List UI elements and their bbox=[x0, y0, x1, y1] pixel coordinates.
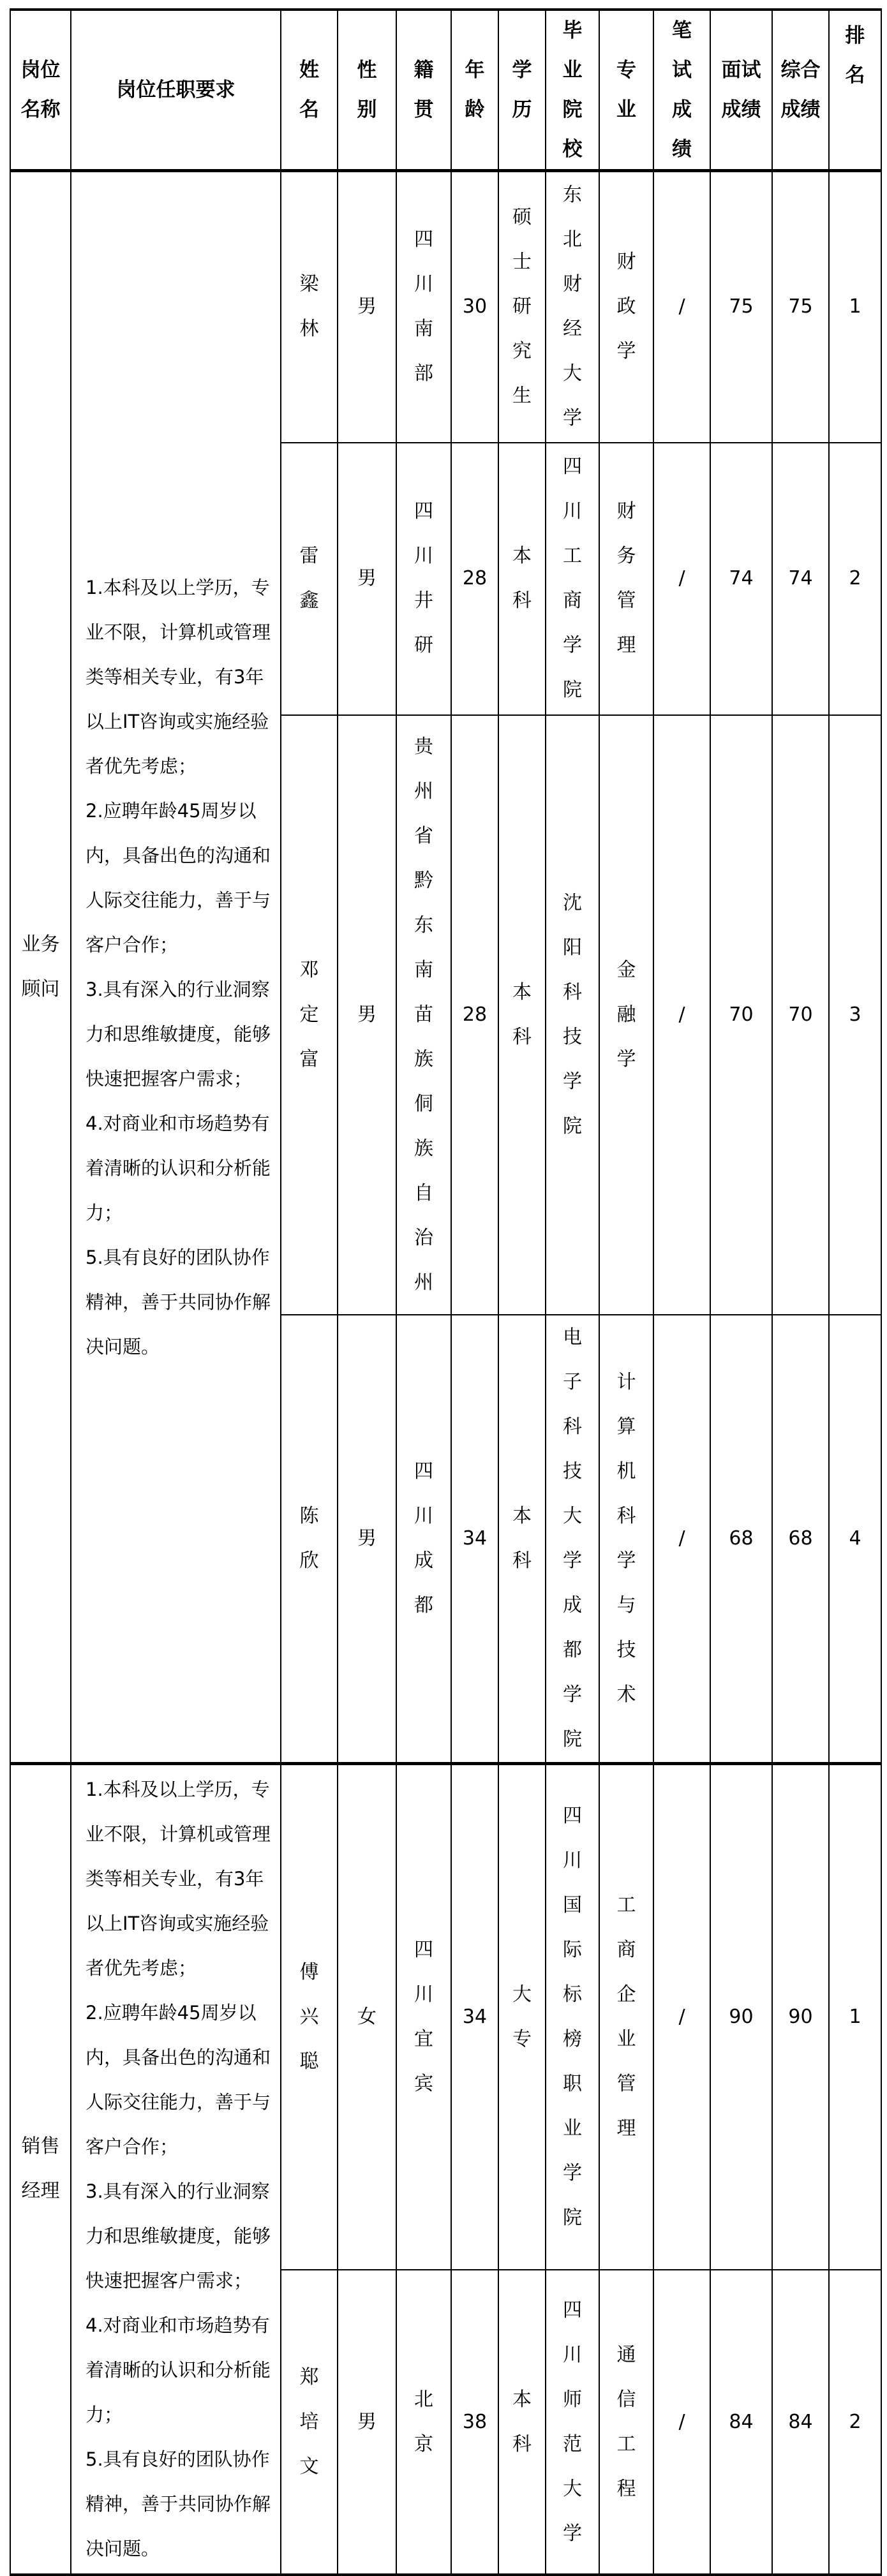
gender-value: 男 bbox=[357, 2410, 376, 2433]
header-age: 年龄 bbox=[451, 10, 498, 171]
header-rank: 排名 bbox=[829, 10, 881, 171]
total-cell bbox=[772, 171, 829, 443]
age-cell bbox=[451, 1315, 498, 1764]
age-value: 28 bbox=[462, 567, 488, 589]
gender-cell bbox=[338, 171, 396, 443]
major-cell bbox=[599, 171, 653, 443]
table-row bbox=[10, 1763, 881, 2270]
total-value: 75 bbox=[788, 295, 813, 318]
hometown-value: 四川宜宾 bbox=[414, 1938, 433, 2095]
name-value: 梁林 bbox=[299, 273, 319, 341]
education-cell bbox=[498, 443, 546, 715]
rank-cell bbox=[829, 1315, 881, 1764]
school-cell bbox=[546, 715, 599, 1315]
requirement-item: 1.本科及以上学历，专业不限，计算机或管理类等相关专业，有3年以上IT咨询或实施经验者优先考虑； bbox=[86, 1779, 271, 1980]
written-value: / bbox=[678, 2005, 685, 2028]
education-cell bbox=[498, 1763, 546, 2270]
total-cell bbox=[772, 1315, 829, 1764]
requirements-cell bbox=[71, 1763, 281, 2575]
major-value: 金融学 bbox=[616, 958, 636, 1070]
gender-cell bbox=[338, 443, 396, 715]
position-name-cell bbox=[10, 1763, 71, 2575]
school-value: 电子科技大学成都学院 bbox=[563, 1326, 582, 1751]
education-value: 本科 bbox=[512, 981, 532, 1048]
written-value: / bbox=[678, 1527, 685, 1550]
name-cell bbox=[281, 1315, 338, 1764]
position-name: 销售经理 bbox=[21, 2135, 60, 2203]
written-value: / bbox=[678, 295, 685, 318]
header-interview: 面试成绩 bbox=[710, 10, 772, 171]
age-value: 34 bbox=[462, 2005, 488, 2028]
name-cell bbox=[281, 443, 338, 715]
requirement-item: 4.对商业和市场趋势有着清晰的认识和分析能力； bbox=[86, 1112, 271, 1224]
requirement-item: 1.本科及以上学历，专业不限，计算机或管理类等相关专业，有3年以上IT咨询或实施经验者优先考虑； bbox=[86, 576, 271, 777]
school-cell bbox=[546, 443, 599, 715]
school-value: 四川工商学院 bbox=[563, 455, 582, 701]
school-cell bbox=[546, 1315, 599, 1764]
interview-cell bbox=[710, 1763, 772, 2270]
total-value: 90 bbox=[788, 2005, 813, 2028]
education-cell bbox=[498, 2270, 546, 2575]
requirement-item: 3.具有深入的行业洞察力和思维敏捷度，能够快速把握客户需求； bbox=[86, 978, 271, 1090]
rank-value: 2 bbox=[849, 2410, 861, 2433]
written-cell bbox=[653, 715, 710, 1315]
requirement-item: 4.对商业和市场趋势有着清晰的认识和分析能力； bbox=[86, 2314, 271, 2426]
school-cell bbox=[546, 2270, 599, 2575]
interview-cell bbox=[710, 715, 772, 1315]
interview-value: 90 bbox=[729, 2005, 754, 2028]
written-value: / bbox=[678, 2410, 685, 2433]
position-name: 业务顾问 bbox=[21, 933, 60, 1000]
requirement-item: 2.应聘年龄45周岁以内，具备出色的沟通和人际交往能力，善于与客户合作； bbox=[86, 799, 271, 956]
total-cell bbox=[772, 443, 829, 715]
written-cell bbox=[653, 171, 710, 443]
gender-cell bbox=[338, 1763, 396, 2270]
name-cell bbox=[281, 171, 338, 443]
name-cell bbox=[281, 2270, 338, 2575]
education-value: 硕士研究生 bbox=[512, 206, 532, 408]
school-value: 四川国际标榜职业学院 bbox=[563, 1804, 582, 2229]
name-value: 陈欣 bbox=[299, 1504, 319, 1572]
header-name: 姓名 bbox=[281, 10, 338, 171]
hometown-cell bbox=[396, 1315, 451, 1764]
gender-value: 男 bbox=[357, 567, 376, 589]
rank-value: 2 bbox=[849, 567, 861, 589]
interview-cell bbox=[710, 171, 772, 443]
written-value: / bbox=[678, 567, 685, 589]
major-cell bbox=[599, 1763, 653, 2270]
age-cell bbox=[451, 171, 498, 443]
name-value: 邓定富 bbox=[299, 958, 319, 1070]
age-value: 34 bbox=[462, 1527, 488, 1550]
major-cell bbox=[599, 715, 653, 1315]
interview-cell bbox=[710, 1315, 772, 1764]
total-value: 84 bbox=[788, 2410, 813, 2433]
name-cell bbox=[281, 715, 338, 1315]
major-cell bbox=[599, 2270, 653, 2575]
written-value: / bbox=[678, 1003, 685, 1026]
total-cell bbox=[772, 2270, 829, 2575]
written-cell bbox=[653, 2270, 710, 2575]
education-cell bbox=[498, 171, 546, 443]
hometown-value: 北京 bbox=[414, 2388, 433, 2455]
header-hometown: 籍贯 bbox=[396, 10, 451, 171]
total-cell bbox=[772, 1763, 829, 2270]
header-education: 学历 bbox=[498, 10, 546, 171]
age-cell bbox=[451, 1763, 498, 2270]
major-cell bbox=[599, 443, 653, 715]
hometown-value: 四川南部 bbox=[414, 228, 433, 385]
position-name-cell bbox=[10, 171, 71, 1764]
gender-cell bbox=[338, 715, 396, 1315]
interview-cell bbox=[710, 443, 772, 715]
gender-cell bbox=[338, 1315, 396, 1764]
gender-value: 女 bbox=[357, 2005, 376, 2028]
total-value: 70 bbox=[788, 1003, 813, 1026]
age-value: 38 bbox=[462, 2410, 488, 2433]
school-cell bbox=[546, 1763, 599, 2270]
rank-value: 4 bbox=[849, 1527, 861, 1550]
age-value: 30 bbox=[462, 295, 488, 318]
table-row bbox=[10, 171, 881, 443]
rank-value: 3 bbox=[849, 1003, 861, 1026]
major-value: 财务管理 bbox=[616, 500, 636, 656]
age-cell bbox=[451, 2270, 498, 2575]
gender-value: 男 bbox=[357, 1003, 376, 1026]
rank-cell bbox=[829, 443, 881, 715]
age-cell bbox=[451, 443, 498, 715]
hometown-cell bbox=[396, 171, 451, 443]
written-cell bbox=[653, 443, 710, 715]
hometown-cell bbox=[396, 715, 451, 1315]
requirement-item: 5.具有良好的团队协作精神，善于共同协作解决问题。 bbox=[86, 1246, 271, 1358]
hometown-cell bbox=[396, 443, 451, 715]
age-value: 28 bbox=[462, 1003, 488, 1026]
requirement-item: 3.具有深入的行业洞察力和思维敏捷度，能够快速把握客户需求； bbox=[86, 2180, 271, 2292]
major-value: 财政学 bbox=[616, 251, 636, 363]
major-value: 通信工程 bbox=[616, 2343, 636, 2500]
education-cell bbox=[498, 1315, 546, 1764]
interview-value: 74 bbox=[729, 567, 754, 589]
hometown-cell bbox=[396, 1763, 451, 2270]
interview-value: 68 bbox=[729, 1527, 754, 1550]
requirements-cell bbox=[71, 171, 281, 1764]
major-value: 工商企业管理 bbox=[616, 1893, 636, 2140]
major-value: 计算机科学与技术 bbox=[616, 1370, 636, 1706]
rank-cell bbox=[829, 2270, 881, 2575]
header-total: 综合成绩 bbox=[772, 10, 829, 171]
school-cell bbox=[546, 171, 599, 443]
hometown-value: 贵州省黔东南苗族侗族自治州 bbox=[414, 735, 433, 1294]
gender-cell bbox=[338, 2270, 396, 2575]
total-value: 74 bbox=[788, 567, 813, 589]
major-cell bbox=[599, 1315, 653, 1764]
name-value: 傅兴聪 bbox=[299, 1960, 319, 2073]
name-value: 郑培文 bbox=[299, 2365, 319, 2478]
rank-cell bbox=[829, 171, 881, 443]
name-cell bbox=[281, 1763, 338, 2270]
education-value: 大专 bbox=[512, 1983, 532, 2050]
interview-value: 70 bbox=[729, 1003, 754, 1026]
education-value: 本科 bbox=[512, 2388, 532, 2455]
hometown-cell bbox=[396, 2270, 451, 2575]
rank-cell bbox=[829, 715, 881, 1315]
school-value: 东北财经大学 bbox=[563, 184, 582, 430]
interview-value: 75 bbox=[729, 295, 754, 318]
interview-cell bbox=[710, 2270, 772, 2575]
rank-cell bbox=[829, 1763, 881, 2270]
education-cell bbox=[498, 715, 546, 1315]
header-position: 岗位名称 bbox=[10, 10, 71, 171]
total-cell bbox=[772, 715, 829, 1315]
written-cell bbox=[653, 1763, 710, 2270]
header-gender: 性别 bbox=[338, 10, 396, 171]
requirement-item: 2.应聘年龄45周岁以内，具备出色的沟通和人际交往能力，善于与客户合作； bbox=[86, 2002, 271, 2158]
header-row bbox=[10, 10, 881, 171]
total-value: 68 bbox=[788, 1527, 813, 1550]
rank-value: 1 bbox=[849, 2005, 861, 2028]
interview-value: 84 bbox=[729, 2410, 754, 2433]
recruitment-results-table bbox=[10, 8, 882, 2576]
requirement-item: 5.具有良好的团队协作精神，善于共同协作解决问题。 bbox=[86, 2448, 271, 2560]
school-value: 沈阳科技学院 bbox=[563, 891, 582, 1137]
education-value: 本科 bbox=[512, 545, 532, 612]
name-value: 雷鑫 bbox=[299, 545, 319, 612]
hometown-value: 四川井研 bbox=[414, 500, 433, 656]
gender-value: 男 bbox=[357, 1527, 376, 1550]
rank-value: 1 bbox=[849, 295, 861, 318]
age-cell bbox=[451, 715, 498, 1315]
header-major: 专业 bbox=[599, 10, 653, 171]
written-cell bbox=[653, 1315, 710, 1764]
gender-value: 男 bbox=[357, 295, 376, 318]
school-value: 四川师范大学 bbox=[563, 2298, 582, 2545]
header-requirements: 岗位任职要求 bbox=[71, 10, 281, 171]
header-school: 毕业院校 bbox=[546, 10, 599, 171]
header-written: 笔试成绩 bbox=[653, 10, 710, 171]
hometown-value: 四川成都 bbox=[414, 1460, 433, 1617]
education-value: 本科 bbox=[512, 1504, 532, 1572]
